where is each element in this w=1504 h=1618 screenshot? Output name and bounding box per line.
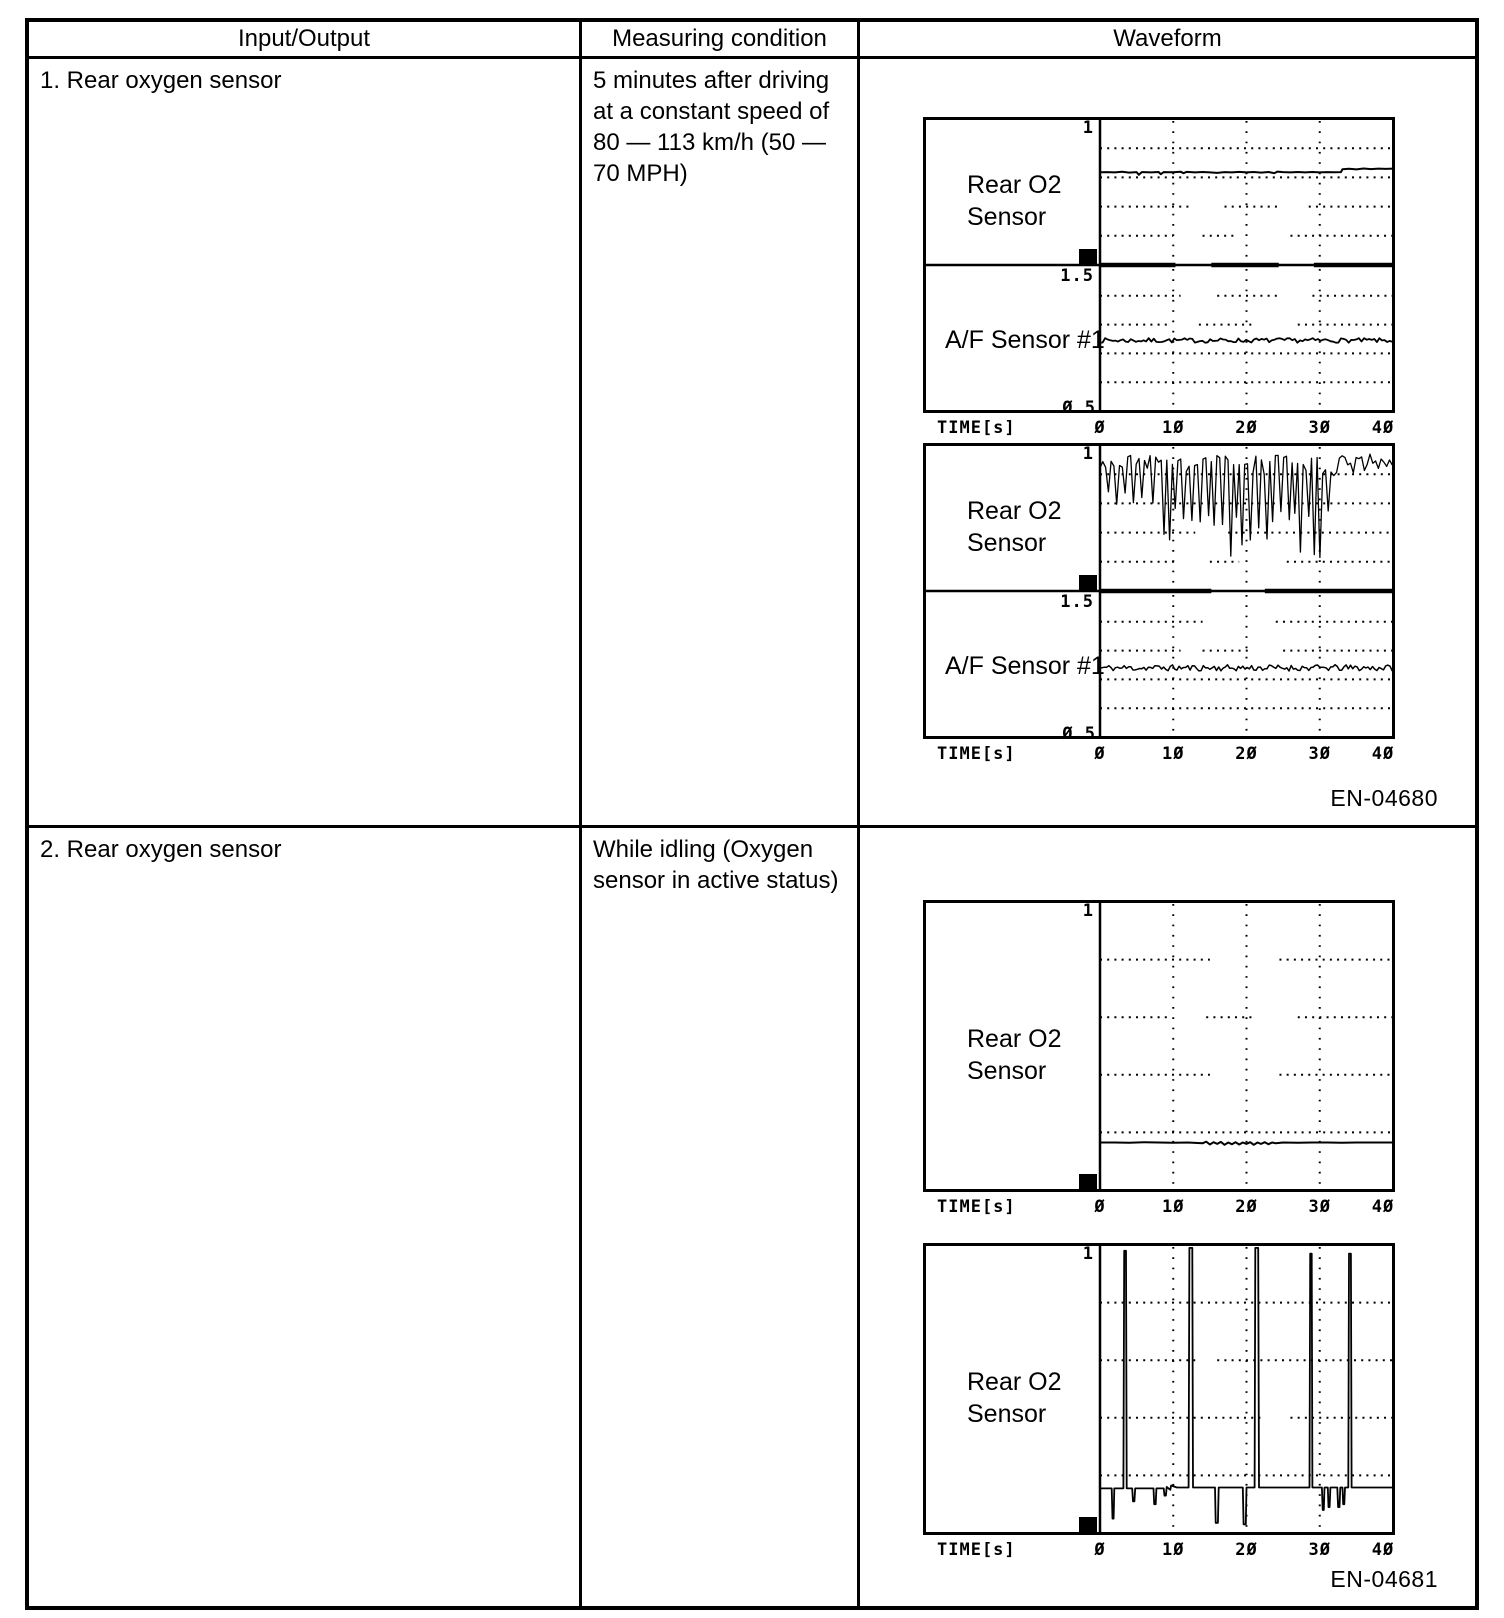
svg-text:Rear O2: Rear O2: [967, 171, 1062, 199]
waveform-cell-row2: [860, 828, 1475, 1606]
io-waveform-table: [25, 18, 1479, 1610]
svg-text:2Ø: 2Ø: [1235, 1540, 1258, 1560]
svg-text:TIME[s]: TIME[s]: [937, 1540, 1016, 1560]
svg-text:Ø: Ø: [1083, 1173, 1095, 1193]
svg-text:Sensor: Sensor: [967, 529, 1047, 557]
svg-text:TIME[s]: TIME[s]: [937, 744, 1016, 764]
svg-text:TIME[s]: TIME[s]: [937, 418, 1016, 438]
waveform-chart-idle-flat: [923, 900, 1395, 1220]
condition-cell-row1: [582, 59, 860, 828]
svg-text:3Ø: 3Ø: [1308, 744, 1331, 764]
svg-text:2Ø: 2Ø: [1235, 1197, 1258, 1217]
svg-text:Sensor: Sensor: [967, 203, 1047, 231]
svg-text:1: 1: [1082, 901, 1094, 921]
svg-text:1.5: 1.5: [1060, 592, 1094, 612]
condition-label: 5 minutes after driving at a constant speed of 80 — 113 km/h (50 — 70 MPH): [593, 67, 830, 187]
io-label: 1. Rear oxygen sensor: [40, 67, 282, 94]
svg-text:3Ø: 3Ø: [1308, 1540, 1331, 1560]
svg-text:4Ø: 4Ø: [1371, 1197, 1395, 1217]
svg-text:Sensor: Sensor: [967, 1057, 1047, 1085]
figure-id-row2: EN-04681: [1330, 1566, 1438, 1592]
svg-text:2Ø: 2Ø: [1235, 418, 1258, 438]
svg-text:TIME[s]: TIME[s]: [937, 1197, 1016, 1217]
condition-cell-row2: [582, 828, 860, 1606]
svg-text:3Ø: 3Ø: [1308, 418, 1331, 438]
waveform-chart-cruise-active: [923, 443, 1395, 767]
svg-text:A/F Sensor #1: A/F Sensor #1: [945, 652, 1105, 680]
svg-text:1Ø: 1Ø: [1162, 1540, 1185, 1560]
svg-text:Ø: Ø: [1083, 574, 1095, 594]
svg-text:Ø: Ø: [1083, 1516, 1095, 1536]
svg-text:Rear O2: Rear O2: [967, 1025, 1062, 1053]
svg-text:1Ø: 1Ø: [1162, 744, 1185, 764]
column-header-label: Input/Output: [237, 25, 371, 52]
svg-text:Sensor: Sensor: [967, 1400, 1047, 1428]
svg-text:Ø.5: Ø.5: [1062, 398, 1096, 418]
io-cell-row1: [29, 59, 582, 828]
svg-text:Rear O2: Rear O2: [967, 1368, 1062, 1396]
column-header-input-output: [29, 22, 582, 59]
svg-text:1: 1: [1082, 118, 1094, 138]
svg-text:Rear O2: Rear O2: [967, 497, 1062, 525]
svg-text:4Ø: 4Ø: [1371, 744, 1395, 764]
column-header-measuring-condition: [582, 22, 860, 59]
svg-text:4Ø: 4Ø: [1371, 418, 1395, 438]
svg-text:1: 1: [1082, 1244, 1094, 1264]
svg-text:3Ø: 3Ø: [1308, 1197, 1331, 1217]
svg-text:Ø: Ø: [1094, 1540, 1106, 1560]
column-header-label: Measuring condition: [612, 25, 827, 52]
svg-text:2Ø: 2Ø: [1235, 744, 1258, 764]
io-cell-row2: [29, 828, 582, 1606]
column-header-waveform: [860, 22, 1475, 59]
svg-text:1: 1: [1082, 444, 1094, 464]
svg-text:Ø.5: Ø.5: [1062, 724, 1096, 744]
svg-text:1Ø: 1Ø: [1162, 418, 1185, 438]
column-header-label: Waveform: [1113, 25, 1222, 52]
svg-text:Ø: Ø: [1083, 248, 1095, 268]
condition-label: While idling (Oxygen sensor in active status): [593, 836, 839, 894]
figure-id-row1: EN-04680: [1330, 785, 1438, 811]
waveform-chart-cruise-smoothed: [923, 117, 1395, 441]
waveform-cell-row1: [860, 59, 1475, 828]
svg-text:Ø: Ø: [1094, 1197, 1106, 1217]
waveform-chart-idle-pulses: [923, 1243, 1395, 1563]
svg-text:1Ø: 1Ø: [1162, 1197, 1185, 1217]
svg-text:A/F Sensor #1: A/F Sensor #1: [945, 326, 1105, 354]
svg-text:Ø: Ø: [1094, 744, 1106, 764]
io-label: 2. Rear oxygen sensor: [40, 836, 282, 863]
svg-text:4Ø: 4Ø: [1371, 1540, 1395, 1560]
svg-text:1.5: 1.5: [1060, 266, 1094, 286]
svg-text:Ø: Ø: [1094, 418, 1106, 438]
